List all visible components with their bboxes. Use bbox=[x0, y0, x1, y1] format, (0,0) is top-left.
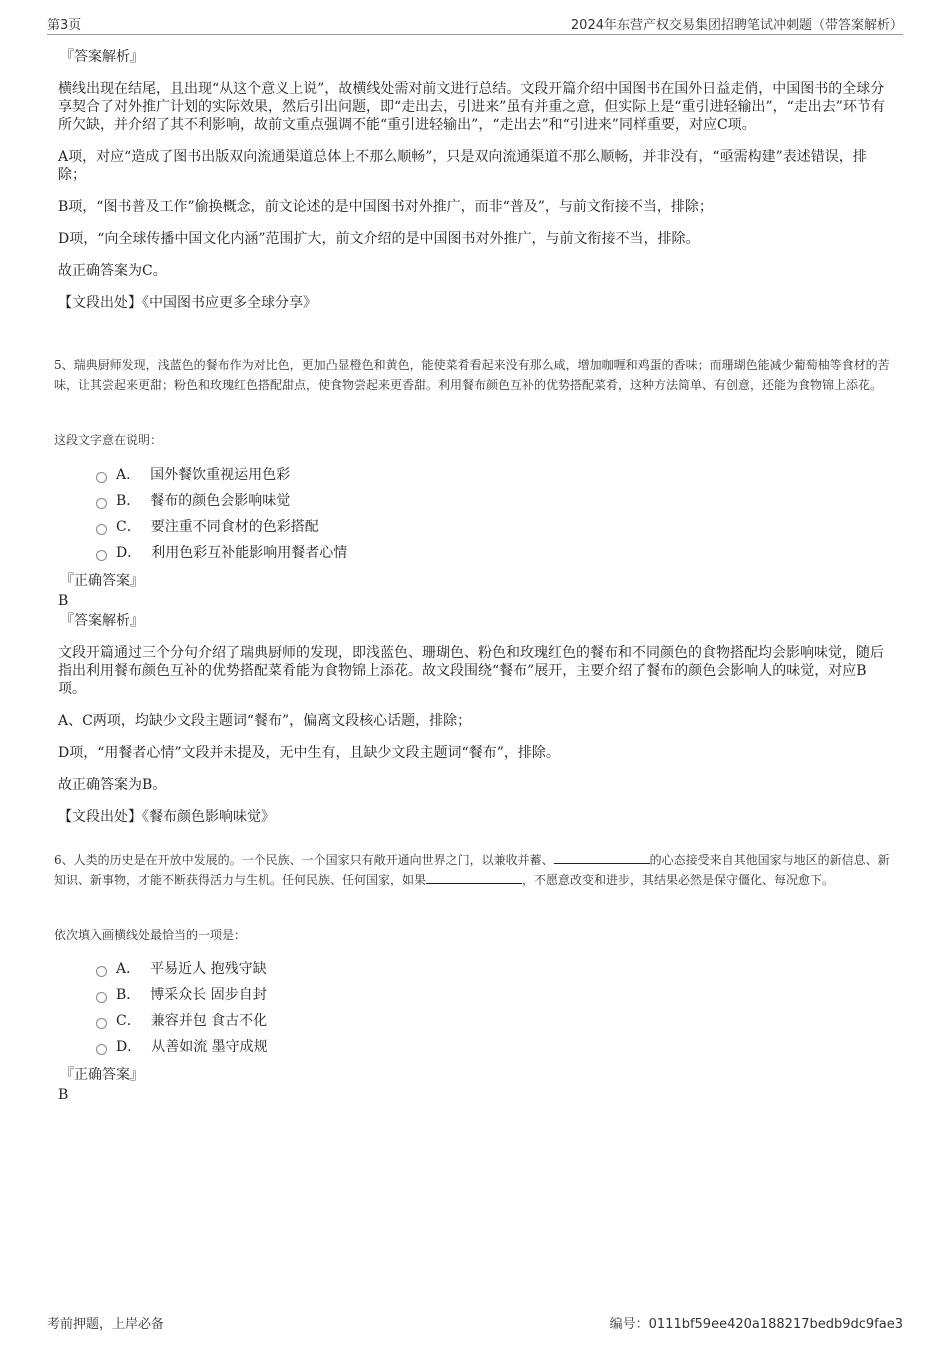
question-6-prompt: 依次填入画横线处最恰当的一项是： bbox=[54, 928, 247, 942]
option-text: 从善如流 墨守成规 bbox=[151, 1039, 268, 1055]
fill-blank bbox=[554, 851, 650, 864]
source: 【文段出处】《中国图书应更多全球分享》 bbox=[58, 295, 317, 311]
option-text: 兼容并包 食古不化 bbox=[150, 1013, 268, 1029]
option-c[interactable]: C． 要注重不同食材的色彩搭配 bbox=[96, 514, 347, 540]
radio-button[interactable] bbox=[96, 1044, 107, 1055]
source: 【文段出处】《餐布颜色影响味觉》 bbox=[58, 809, 275, 825]
question-6-options bbox=[96, 956, 268, 1060]
option-text: 博采众长 固步自封 bbox=[150, 987, 267, 1003]
option-b[interactable]: B． 博采众长 固步自封 bbox=[96, 982, 268, 1008]
analysis-paragraph: D项，“用餐者心情”文段并未提及，无中生有，且缺少文段主题词“餐布”，排除。 bbox=[58, 745, 560, 761]
question-5-options bbox=[96, 462, 347, 566]
radio-button[interactable] bbox=[96, 498, 107, 509]
answer-label: 『正确答案』 bbox=[60, 573, 144, 589]
question-5-stem: 5、瑞典厨师发现，浅蓝色的餐布作为对比色，更加凸显橙色和黄色，能使菜肴看起来没有那么咸，增加咖喱和鸡蛋的香味；而珊瑚色能减少葡萄柚等食材的苦味，让其尝起来更甜；粉色和玫瑰红色搭配甜点，使食物尝起来更香甜。利用餐布颜色互补的优势搭配菜肴，这种方法简单、有创意，还能为食物锦上添花。 bbox=[54, 358, 890, 392]
analysis-paragraph: 文段开篇通过三个分句介绍了瑞典厨师的发现，即浅蓝色、珊瑚色、粉色和玫瑰红色的餐布和不同颜色的食物搭配均会影响味觉，随后指出利用餐布颜色互补的优势搭配菜肴能为食物锦上添花。故文段围绕“餐布”展开，主要介绍了餐布的颜色会影响人的味觉，对应B项。 bbox=[58, 645, 884, 697]
analysis-paragraph: A、C两项，均缺少文段主题词“餐布”，偏离文段核心话题，排除； bbox=[58, 713, 472, 729]
q5-answer bbox=[58, 571, 888, 826]
page-number: 第3页 bbox=[47, 18, 82, 33]
page-header bbox=[47, 14, 903, 35]
option-text: 要注重不同食材的色彩搭配 bbox=[150, 519, 319, 535]
analysis-paragraph: A项，对应“造成了图书出版双向流通渠道总体上不那么顺畅”，只是双向流通渠道不那么顺畅，并非没有，“亟需构建”表述错误，排除； bbox=[58, 149, 867, 183]
option-d[interactable]: D． 从善如流 墨守成规 bbox=[96, 1034, 268, 1060]
option-a[interactable]: A． 平易近人 抱残守缺 bbox=[96, 956, 268, 982]
answer-label: 『正确答案』 bbox=[60, 1067, 144, 1083]
question-5-prompt: 这段文字意在说明： bbox=[54, 433, 163, 447]
document-title: 2024年东营产权交易集团招聘笔试冲刺题（带答案解析） bbox=[570, 18, 903, 33]
conclusion: 故正确答案为C。 bbox=[58, 263, 167, 279]
radio-button[interactable] bbox=[96, 1018, 107, 1029]
option-a[interactable]: A． 国外餐饮重视运用色彩 bbox=[96, 462, 347, 488]
page-footer bbox=[47, 1313, 903, 1333]
option-text: 国外餐饮重视运用色彩 bbox=[150, 467, 291, 483]
radio-button[interactable] bbox=[96, 472, 107, 483]
option-b[interactable]: B． 餐布的颜色会影响味觉 bbox=[96, 488, 347, 514]
document-id: 编号：0111bf59ee420a188217bedb9dc9fae3 bbox=[609, 1317, 903, 1332]
analysis-paragraph: B项，“图书普及工作”偷换概念，前文论述的是中国图书对外推广，而非“普及”，与前文衔接不当，排除； bbox=[58, 199, 713, 215]
analysis-label: 『答案解析』 bbox=[60, 49, 144, 65]
radio-button[interactable] bbox=[96, 966, 107, 977]
radio-button[interactable] bbox=[96, 550, 107, 561]
analysis-paragraph: 横线出现在结尾，且出现“从这个意义上说”，故横线处需对前文进行总结。文段开篇介绍中国图书在国外日益走俏，中国图书的全球分享契合了对外推广计划的实际效果，然后引出问题，即“走出去，引进来”虽有并重之意，但实际上是“重引进轻输出”，“走出去”环节有所欠缺，并介绍了其不利影响，故前文重点强调不能“重引进轻输出”，“走出去”和“引进来”同样重要，对应C项。 bbox=[58, 81, 885, 133]
correct-answer: B bbox=[58, 1087, 69, 1103]
option-c[interactable]: C． 兼容并包 食古不化 bbox=[96, 1008, 268, 1034]
correct-answer: B bbox=[58, 593, 69, 609]
conclusion: 故正确答案为B。 bbox=[58, 777, 167, 793]
radio-button[interactable] bbox=[96, 992, 107, 1003]
radio-button[interactable] bbox=[96, 524, 107, 535]
fill-blank bbox=[426, 871, 522, 884]
analysis-label: 『答案解析』 bbox=[60, 613, 144, 629]
analysis-paragraph: D项，“向全球传播中国文化内涵”范围扩大，前文介绍的是中国图书对外推广，与前文衔接不当，排除。 bbox=[58, 231, 700, 247]
option-text: 餐布的颜色会影响味觉 bbox=[150, 493, 291, 509]
question-6-stem: 6、人类的历史是在开放中发展的。一个民族、一个国家只有敞开通向世界之门，以兼收并蓄、 的心态接受来自其他国家与地区的新信息、新知识、新事物，才能不断获得活力与生机。任何民族、任何国家，如果 ，不愿意改变和进步，其结果必然是保守僵化、每况愈下。 bbox=[54, 853, 890, 887]
q6-answer bbox=[58, 1065, 888, 1105]
q4-analysis bbox=[58, 47, 888, 312]
option-d[interactable]: D． 利用色彩互补能影响用餐者心情 bbox=[96, 540, 347, 566]
option-text: 平易近人 抱残守缺 bbox=[150, 961, 267, 977]
option-text: 利用色彩互补能影响用餐者心情 bbox=[151, 545, 348, 561]
footer-slogan: 考前押题，上岸必备 bbox=[47, 1317, 165, 1332]
